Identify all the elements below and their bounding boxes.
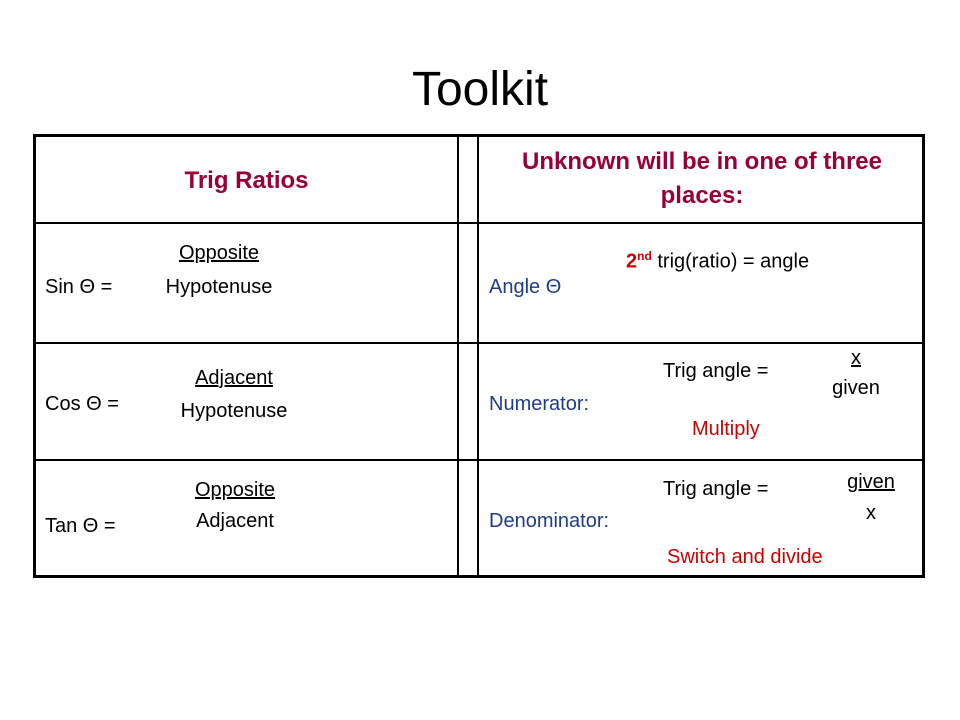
cos-numerator: Adjacent bbox=[195, 367, 273, 389]
page-title: Toolkit bbox=[411, 63, 549, 116]
switch-divide-hint: Switch and divide bbox=[667, 546, 823, 568]
cos-label: Cos Θ = bbox=[45, 393, 119, 415]
cos-denominator: Hypotenuse bbox=[180, 400, 288, 422]
row-divider bbox=[36, 459, 922, 461]
header-unknown-places: Unknown will be in one of three places: bbox=[521, 148, 882, 209]
column-divider bbox=[457, 137, 459, 575]
denominator-frac-bottom: x bbox=[866, 502, 876, 524]
sin-numerator: Opposite bbox=[178, 242, 260, 264]
sin-denominator: Hypotenuse bbox=[165, 276, 273, 298]
note-text: trig(ratio) = angle bbox=[651, 250, 810, 273]
inverse-trig-note bbox=[626, 244, 809, 274]
denominator-equation: Trig angle = bbox=[663, 478, 769, 500]
numerator-frac-bottom: given bbox=[832, 377, 880, 399]
row-divider bbox=[36, 222, 922, 224]
numerator-frac-top: x bbox=[851, 347, 861, 369]
tan-denominator: Adjacent bbox=[196, 510, 274, 532]
toolkit-table bbox=[33, 134, 925, 578]
tan-numerator: Opposite bbox=[194, 479, 276, 501]
denominator-label: Denominator: bbox=[489, 510, 610, 532]
tan-label: Tan Θ = bbox=[45, 515, 116, 537]
ordinal-suffix: nd bbox=[637, 249, 652, 263]
numerator-equation: Trig angle = bbox=[663, 360, 769, 382]
denominator-frac-top: given bbox=[847, 471, 895, 493]
multiply-hint: Multiply bbox=[692, 418, 760, 440]
row-divider bbox=[36, 342, 922, 344]
numerator-label: Numerator: bbox=[489, 393, 590, 415]
ordinal-number: 2 bbox=[626, 250, 638, 273]
header-trig-ratios: Trig Ratios bbox=[184, 167, 309, 194]
sin-label: Sin Θ = bbox=[45, 276, 113, 298]
angle-label: Angle Θ bbox=[489, 276, 562, 298]
